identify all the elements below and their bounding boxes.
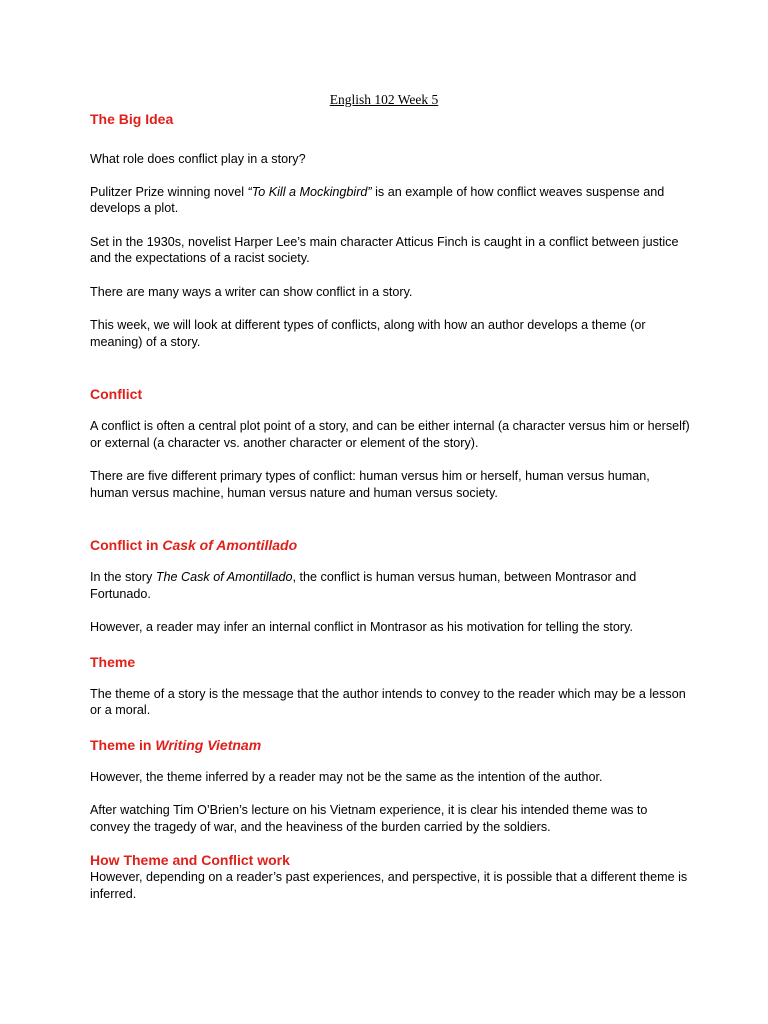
conflict-paragraph-1: A conflict is often a central plot point of a story, and can be either internal (a character versus him or herself) or external (a character vs. another character or element of the story). (90, 419, 690, 450)
cask-paragraph-2: However, a reader may infer an internal conflict in Montrasor as his motivation for telling the story. (90, 620, 633, 634)
document-title: English 102 Week 5 (329, 92, 439, 107)
novel-title-mockingbird: “To Kill a Mockingbird” (247, 184, 372, 199)
heading-theme-vietnam (90, 736, 690, 754)
conflict-paragraph-2: There are five different primary types of conflict: human versus him or herself, human versus human, human versus machine, human versus nature and human versus society. (90, 469, 650, 500)
cask-p1-text-c: , the conflict is human versus human, between Montrasor and Fortunado. (90, 570, 637, 601)
vietnam-paragraph-2: After watching Tim O’Brien’s lecture on his Vietnam experience, it is clear his intended theme was to convey the tragedy of war, and the heaviness of the burden carried by the soldiers. (90, 803, 648, 834)
heading-big-idea: The Big Idea (90, 111, 174, 127)
heading-conflict-cask-title: Cask of Amontillado (162, 537, 298, 553)
cask-p1-text-a: In the story (90, 570, 156, 584)
big-idea-question: What role does conflict play in a story? (90, 152, 306, 166)
heading-how-theme-conflict: How Theme and Conflict work (90, 852, 290, 868)
big-idea-p1-text-a: Pulitzer Prize winning novel (90, 184, 248, 199)
heading-conflict-cask-text-a: Conflict in (90, 537, 163, 553)
big-idea-p1-text-c: is an example of how conflict weaves suspense and develops a plot. (90, 184, 665, 215)
big-idea-paragraph-3: There are many ways a writer can show conflict in a story. (90, 284, 413, 299)
heading-theme: Theme (90, 653, 136, 670)
big-idea-paragraph-1 (90, 184, 690, 217)
cask-paragraph-1 (90, 569, 690, 602)
story-title-cask: The Cask of Amontillado (155, 570, 293, 584)
heading-theme-vietnam-text-a: Theme in (90, 736, 156, 753)
heading-conflict-cask (90, 536, 690, 554)
big-idea-paragraph-4: This week, we will look at different types of conflicts, along with how an author develops a theme (or meaning) of a story. (90, 318, 646, 349)
document-body (90, 110, 690, 902)
heading-conflict: Conflict (90, 386, 143, 402)
how-paragraph-1: However, depending on a reader’s past experiences, and perspective, it is possible that a different theme is inferred. (90, 870, 688, 901)
big-idea-paragraph-2: Set in the 1930s, novelist Harper Lee’s main character Atticus Finch is caught in a conflict between justice and the expectations of a racist society. (90, 234, 679, 265)
heading-theme-vietnam-title: Writing Vietnam (155, 736, 262, 753)
theme-paragraph-1: The theme of a story is the message that the author intends to convey to the reader which may be a lesson or a moral. (90, 686, 686, 717)
vietnam-paragraph-1: However, the theme inferred by a reader may not be the same as the intention of the author. (90, 769, 603, 784)
